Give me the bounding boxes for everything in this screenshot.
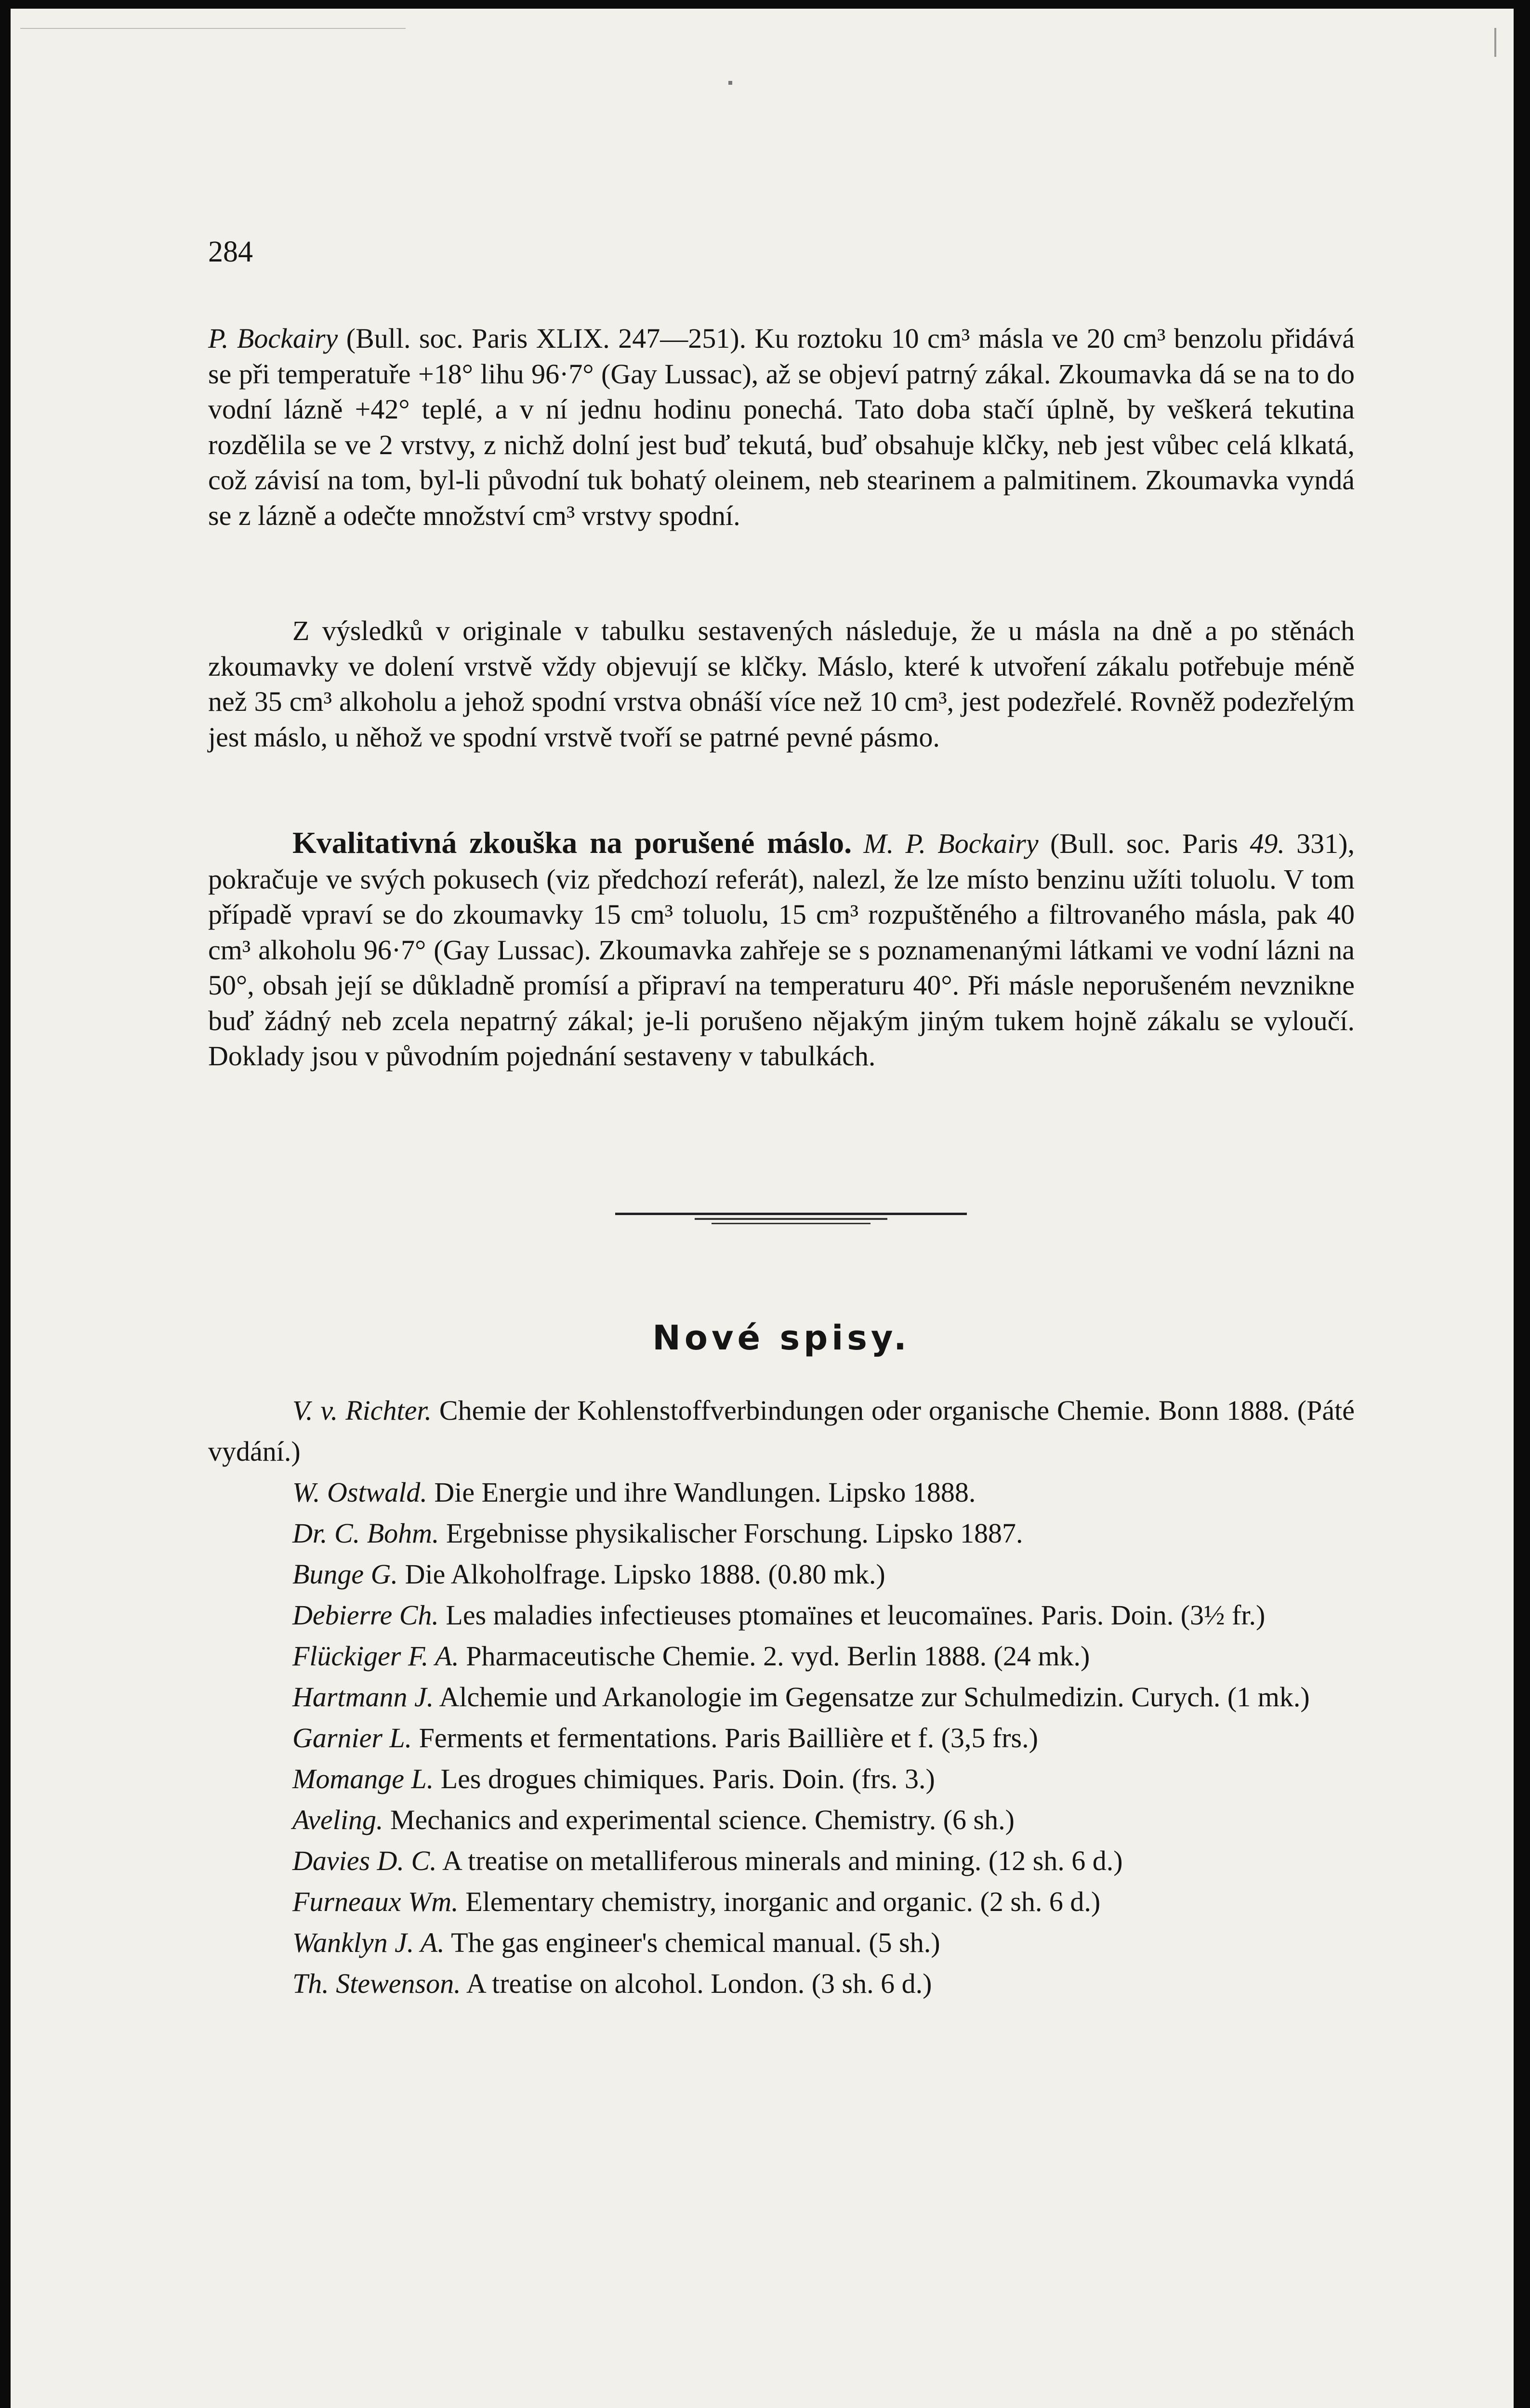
book-details: A treatise on alcohol. London. (3 sh. 6 d.) — [461, 1968, 932, 1999]
book-details: Chemie der Kohlenstoffverbindungen oder organische Chemie. Bonn 1888. (Páté vydání.) — [208, 1395, 1355, 1467]
book-entry — [208, 1595, 1355, 1636]
book-entry — [208, 1840, 1355, 1881]
book-entry — [208, 1554, 1355, 1595]
book-entry — [208, 1390, 1355, 1472]
book-details: Die Alkoholfrage. Lipsko 1888. (0.80 mk.) — [398, 1558, 885, 1590]
paragraph-text: 331), pokračuje ve svých pokusech (viz předchozí referát), nalezl, že lze místo benzinu užíti toluolu. V tom případě vpraví se do zkoumavky 15 cm³ toluolu, 15 cm³ rozpuštěného a filtrovaného másla, pak 40 cm³ alkoholu 96·7° (Gay Lussac). Zkoumavka zahřeje se s poznamenanými látkami ve vodní lázni na 50°, obsah její se důkladně promísí a připraví na temperaturu 40°. Při másle neporušeném nevznikne buď žádný neb zcela nepatrný zákal; je-li porušeno nějakým jiným tukem hojně zákalu se vyloučí. Doklady jsou v původním pojednání sestaveny v tabulkách. — [208, 828, 1355, 1072]
book-author: Davies D. C. — [292, 1845, 437, 1876]
paragraph-text: (Bull. soc. Paris — [1038, 828, 1250, 859]
book-entry — [208, 1513, 1355, 1554]
book-details: Pharmaceutische Chemie. 2. vyd. Berlin 1888. (24 mk.) — [459, 1640, 1090, 1672]
paragraph-author: M. P. Bockairy — [863, 828, 1039, 859]
divider-line — [695, 1218, 887, 1220]
scan-noise — [728, 81, 732, 85]
paragraph-author: P. Bockairy — [208, 323, 338, 354]
divider-line — [615, 1213, 967, 1215]
scanned-page — [11, 9, 1514, 2408]
book-details: Mechanics and experimental science. Chemistry. (6 sh.) — [383, 1804, 1015, 1835]
book-details: Les drogues chimiques. Paris. Doin. (frs. 3.) — [434, 1763, 935, 1794]
book-author: Th. Stewenson. — [292, 1968, 461, 1999]
book-details: Les maladies infectieuses ptomaïnes et leucomaïnes. Paris. Doin. (3½ fr.) — [438, 1599, 1266, 1631]
section-title: Nové spisy. — [652, 1318, 910, 1358]
book-author: W. Ostwald. — [292, 1477, 427, 1508]
book-entry — [208, 1717, 1355, 1758]
scan-noise — [20, 28, 406, 29]
book-details: Alchemie und Arkanologie im Gegensatze zur Schulmedizin. Curych. (1 mk.) — [434, 1681, 1310, 1713]
scan-noise — [1494, 28, 1496, 57]
book-entry — [208, 1676, 1355, 1717]
book-details: A treatise on metalliferous minerals and mining. (12 sh. 6 d.) — [436, 1845, 1123, 1876]
book-author: Flückiger F. A. — [292, 1640, 459, 1672]
paragraph-results — [208, 613, 1355, 755]
paragraph-qualitative-test — [208, 825, 1355, 1074]
book-author: Debierre Ch. — [292, 1599, 439, 1631]
book-author: Hartmann J. — [292, 1681, 434, 1713]
paragraph-text: (Bull. soc. Paris XLIX. 247—251). Ku roztoku 10 cm³ másla ve 20 cm³ benzolu přidává se při temperatuře +18° lihu 96·7° (Gay Lussac), až se objeví patrný zákal. Zkoumavka dá se na to do vodní lázně +42° teplé, a v ní jednu hodinu ponechá. Tato doba stačí úplně, by veškerá tekutina rozdělila se ve 2 vrstvy, z nichž dolní jest buď tekutá, buď obsahuje klčky, neb jest vůbec celá klkatá, což závisí na tom, byl-li původní tuk bohatý oleinem, neb stearinem a palmitinem. Zkoumavka vyndá se z lázně a odečte množství cm³ vrstvy spodní. — [208, 323, 1355, 531]
book-author: Dr. C. Bohm. — [292, 1518, 439, 1549]
book-entry — [208, 1799, 1355, 1840]
paragraph-heading: Kvalitativná zkouška na porušené máslo. — [292, 825, 852, 860]
paragraph-text: Z výsledků v originale v tabulku sestavených následuje, že u másla na dně a po stěnách zkoumavky ve dolení vrstvě vždy objevují se klčky. Máslo, které k utvoření zákalu potřebuje méně než 35 cm³ alkoholu a jehož spodní vrstva obnáší více než 10 cm³, jest podezřelé. Rovněž podezřelým jest máslo, u něhož ve spodní vrstvě tvoří se patrné pevné pásmo. — [208, 615, 1355, 753]
book-author: Momange L. — [292, 1763, 434, 1794]
divider-line — [712, 1223, 871, 1224]
book-entry — [208, 1758, 1355, 1799]
section-divider — [615, 1213, 967, 1227]
book-author: Furneaux Wm. — [292, 1886, 459, 1917]
book-entry — [208, 1472, 1355, 1513]
book-entry — [208, 1922, 1355, 1963]
book-details: The gas engineer's chemical manual. (5 sh.) — [444, 1927, 940, 1958]
book-list — [208, 1390, 1355, 2004]
paragraph-bockairy — [208, 321, 1355, 533]
book-entry — [208, 1636, 1355, 1676]
book-details: Die Energie und ihre Wandlungen. Lipsko 1888. — [427, 1477, 976, 1508]
paragraph-volume: 49. — [1250, 828, 1285, 859]
book-details: Ergebnisse physikalischer Forschung. Lipsko 1887. — [439, 1518, 1023, 1549]
book-entry — [208, 1963, 1355, 2004]
book-details: Ferments et fermentations. Paris Baillière et f. (3,5 frs.) — [412, 1722, 1038, 1754]
page-number: 284 — [208, 236, 253, 268]
book-author: Wanklyn J. A. — [292, 1927, 445, 1958]
book-author: V. v. Richter. — [292, 1395, 432, 1426]
book-author: Bunge G. — [292, 1558, 398, 1590]
book-details: Elementary chemistry, inorganic and organic. (2 sh. 6 d.) — [458, 1886, 1101, 1917]
book-author: Aveling. — [292, 1804, 383, 1835]
book-author: Garnier L. — [292, 1722, 412, 1754]
book-entry — [208, 1881, 1355, 1922]
